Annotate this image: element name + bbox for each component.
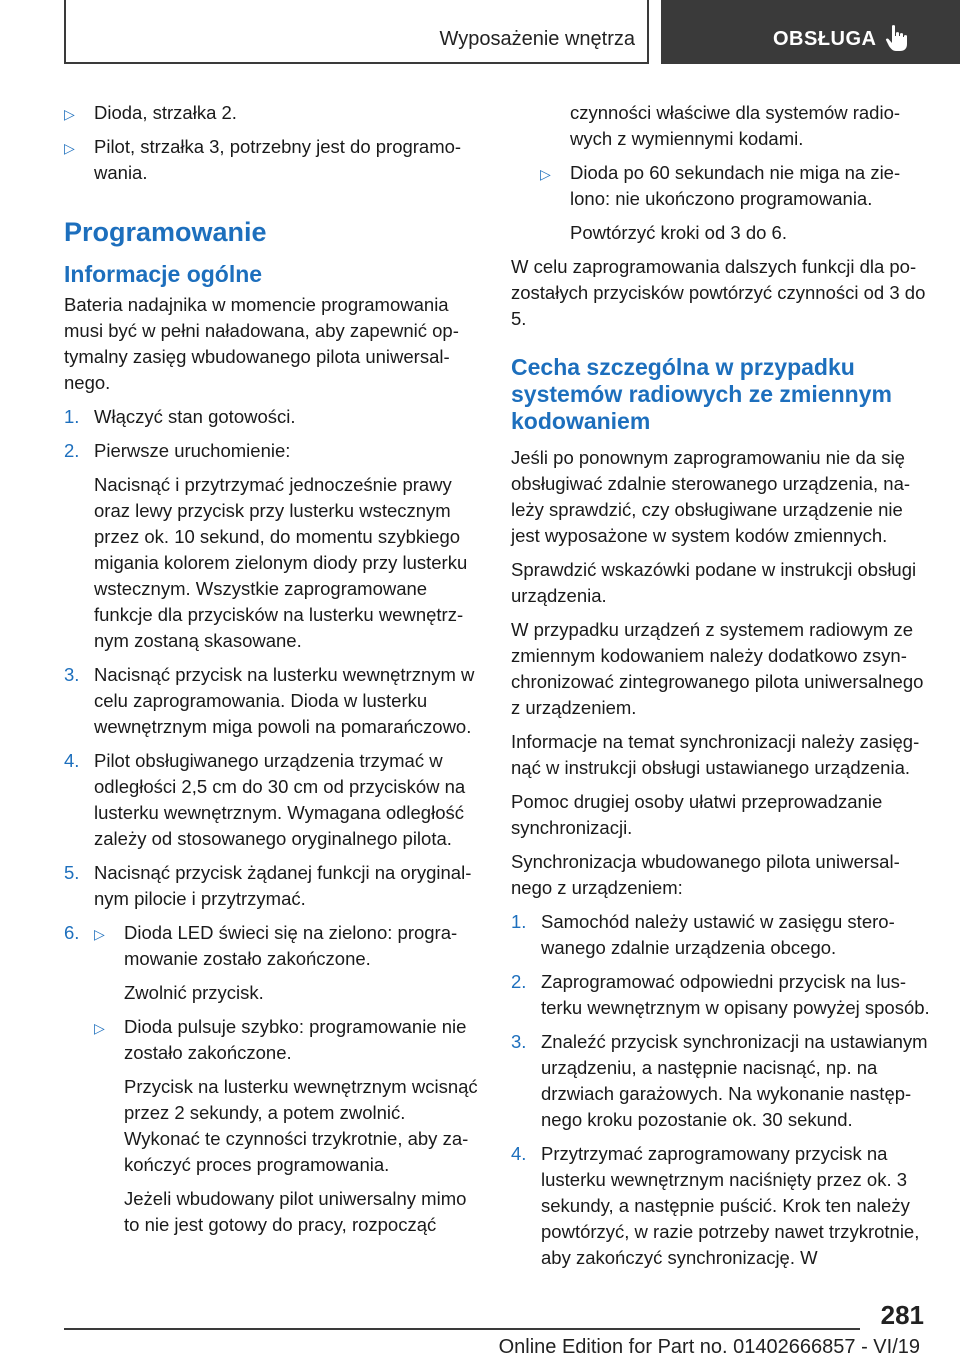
header-chapter-box <box>661 0 960 64</box>
step-item: 5. Nacisnąć przycisk żądanej funkcji na oryginalnym pilocie i przytrzymać. <box>64 862 472 909</box>
step-number: 3. <box>511 1031 527 1052</box>
step-detail: Przycisk na lusterku wewnętrznym wcisnąć przez 2 sekundy, a potem zwolnić. Wykonać te czynności trzykrotnie, aby zakończyć proces programowania. <box>124 1076 478 1175</box>
right-column <box>511 100 931 1279</box>
triangle-bullet-icon: ▷ <box>94 926 105 942</box>
footer-divider <box>64 1328 860 1330</box>
step-item <box>64 920 479 1238</box>
step-number: 4. <box>511 1143 527 1164</box>
left-column <box>64 100 479 1246</box>
step-item: 3. Nacisnąć przycisk na lusterku wewnętrznym w celu zaprogramowania. Dioda w lusterku wewnętrznym miga powoli na pomarańczowo. <box>64 664 475 737</box>
paragraph: Pomoc drugiej osoby ułatwi przeprowadzanie synchronizacji. <box>511 791 883 838</box>
triangle-bullet-icon: ▷ <box>64 106 75 122</box>
list-item: ▷ Pilot, strzałka 3, potrzebny jest do programowania. <box>64 136 462 183</box>
triangle-bullet-icon: ▷ <box>540 166 551 182</box>
step-item: 1. Samochód należy ustawić w zasięgu sterowanego zdalnie urządzenia obcego. <box>511 911 895 958</box>
step-item: 1. Włączyć stan gotowości. <box>64 404 479 430</box>
list-item: ▷ Dioda pulsuje szybko: programowanie nie zostało zakończone. Przycisk na lusterku wewnętrznym wcisnąć przez 2 sekundy, a potem zwolnić. Wykonać te czynności trzykrotnie, aby zakończyć proces programowania. Jeżeli wbudowany pilot uniwersalny mimo to nie jest gotowy do pracy, rozpocząć <box>94 1014 479 1238</box>
section-title: Wyposażenie wnętrza <box>439 28 635 50</box>
paragraph: Synchronizacja wbudowanego pilota uniwersalnego z urządzeniem: <box>511 851 900 898</box>
step-detail: Nacisnąć i przytrzymać jednocześnie prawy oraz lewy przycisk przy lusterku wstecznym przez ok. 10 sekund, do momentu szybkiego migania kolorem zielonym diody przy lusterku wstecznym. Wszystkie zaprogramowane funkcje dla przycisków na lusterku wewnętrznym zostaną skasowane. <box>94 474 468 651</box>
triangle-bullet-icon: ▷ <box>64 140 75 156</box>
paragraph: W przypadku urządzeń z systemem radiowym ze zmiennym kodowaniem należy dodatkowo zsynchronizować zintegrowanego pilota uniwersalnego z urządzeniem. <box>511 619 924 718</box>
step-number: 2. <box>64 440 80 461</box>
list-item: ▷ Dioda LED świeci się na zielono: programowanie zostało zakończone. Zwolnić przycisk. <box>94 920 479 1006</box>
paragraph: Jeśli po ponownym zaprogramowaniu nie da się obsługiwać zdalnie sterowanego urządzenia, należy sprawdzić, czy obsługiwane urządzenie nie jest wyposażone w system kodów zmiennych. <box>511 447 911 546</box>
triangle-bullet-icon: ▷ <box>94 1020 105 1036</box>
step-number: 5. <box>64 862 80 883</box>
step-detail: Zwolnić przycisk. <box>124 982 264 1003</box>
step-number: 1. <box>64 406 80 427</box>
step-number: 1. <box>511 911 527 932</box>
subsection-heading: Cecha szczególna w przypadku systemów radiowych ze zmiennym kodowaniem <box>511 354 892 434</box>
paragraph: W celu zaprogramowania dalszych funkcji dla pozostałych przycisków powtórzyć czynności od 3 do 5. <box>511 256 926 329</box>
list-item: ▷ Dioda, strzałka 2. <box>64 100 479 126</box>
step-number: 2. <box>511 971 527 992</box>
page-number: 281 <box>880 1300 924 1330</box>
step-detail: Powtórzyć kroki od 3 do 6. <box>570 222 787 243</box>
step-detail: Jeżeli wbudowany pilot uniwersalny mimo to nie jest gotowy do pracy, rozpocząć <box>124 1188 467 1235</box>
step-item: 2. Zaprogramować odpowiedni przycisk na lusterku wewnętrznym w opisany powyżej sposób. <box>511 971 930 1018</box>
pointing-hand-icon <box>885 24 909 57</box>
intro-paragraph: Bateria nadajnika w momencie programowania musi być w pełni naładowana, aby zapewnić optymalny zasięg wbudowanego pilota uniwersalnego. <box>64 294 459 393</box>
step-number: 6. <box>64 922 80 943</box>
step-item: 3. Znaleźć przycisk synchronizacji na ustawianym urządzeniu, a następnie nacisnąć, np. na drzwiach garażowych. Na wykonanie następnego kroku pozostanie ok. 30 sekund. <box>511 1031 928 1130</box>
step-number: 4. <box>64 750 80 771</box>
step-item: 4. Pilot obsługiwanego urządzenia trzymać w odległości 2,5 cm do 30 cm od przycisków na lusterku wewnętrznym. Wymagana odległość zależy od stosowanego oryginalnego pilota. <box>64 750 466 849</box>
step-item: 2. Pierwsze uruchomienie: Nacisnąć i przytrzymać jednocześnie prawy oraz lewy przycisk przy lusterku wstecznym przez ok. 10 sekund, do momentu szybkiego migania kolorem zielonym diody przy lusterku wstecznym. Wszystkie zaprogramowane funkcje dla przycisków na lusterku wewnętrznym zostaną skasowane. <box>64 438 479 654</box>
continued-text: czynności właściwe dla systemów radiowych z wymiennymi kodami. <box>570 102 901 149</box>
section-heading: Programowanie <box>64 217 267 247</box>
header-section-box <box>64 0 649 64</box>
paragraph: Informacje na temat synchronizacji należy zasięgnąć w instrukcji obsługi ustawianego urządzenia. <box>511 731 920 778</box>
footer-edition: Online Edition for Part no. 01402666857 - VI/19 <box>498 1336 920 1358</box>
step-number: 3. <box>64 664 80 685</box>
step-item: 4. Przytrzymać zaprogramowany przycisk na lusterku wewnętrznym naciśnięty przez ok. 3 sekundy, a następnie puścić. Krok ten należy powtórzyć, w razie potrzeby nawet trzykrotnie, aby zakończyć synchronizację. W <box>511 1143 920 1268</box>
list-item: ▷ Dioda po 60 sekundach nie miga na zielono: nie ukończono programowania. Powtórzyć kroki od 3 do 6. <box>540 160 931 246</box>
paragraph: Sprawdzić wskazówki podane w instrukcji obsługi urządzenia. <box>511 559 917 606</box>
chapter-title: OBSŁUGA <box>773 28 877 50</box>
subsection-heading: Informacje ogólne <box>64 261 263 287</box>
